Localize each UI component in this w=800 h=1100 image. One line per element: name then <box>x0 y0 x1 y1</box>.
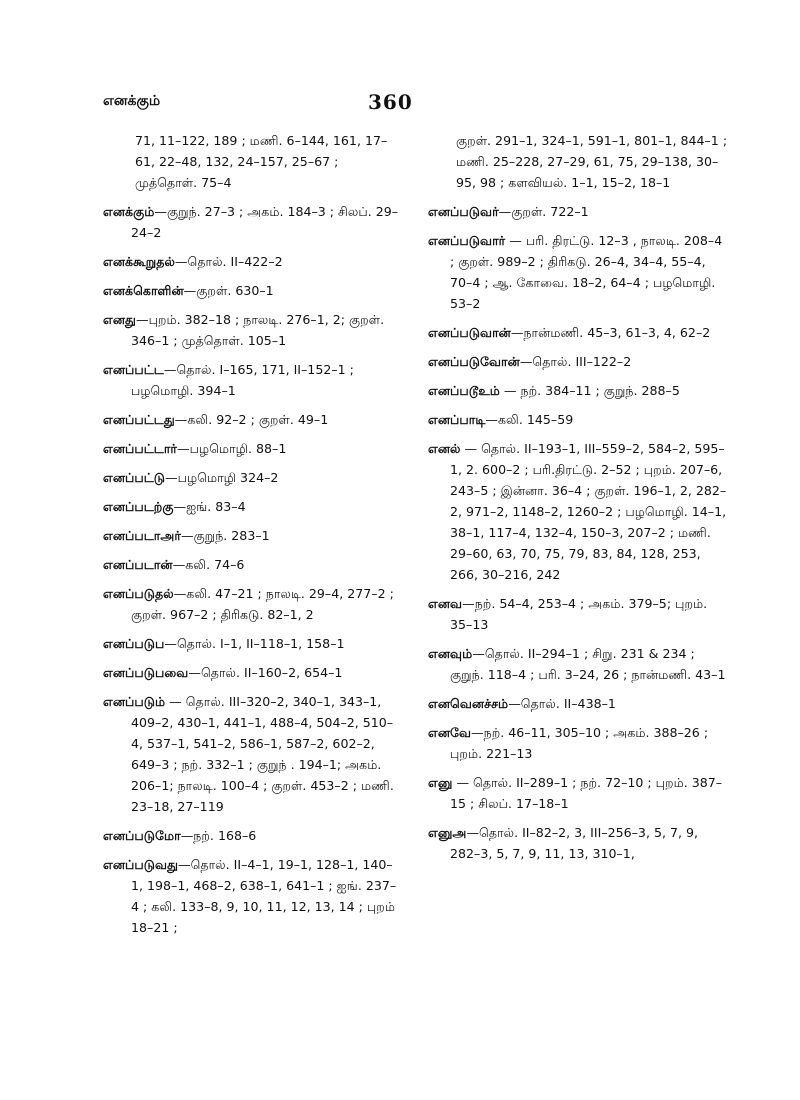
index-entry <box>103 438 399 459</box>
entry-headword: எனப்படூஉம் <box>428 383 500 398</box>
entry-references: —தொல். II–4–1, 19–1, 128–1, 140–1, 198–1, 468–2, 638–1, 641–1 ; ஐங். 237–4 ; கலி. 133–8, 9, 10, 11, 12, 13, 14 ; புறம் 18–21 ; <box>131 857 397 935</box>
entry-references: —குறுந். 27–3 ; அகம். 184–3 ; சிலப். 29–24–2 <box>131 204 399 240</box>
index-entry <box>103 309 399 351</box>
entry-headword: எனு <box>428 775 453 790</box>
entry-headword: எனவ <box>428 596 463 611</box>
entry-references: —குறுந். 283–1 <box>180 528 270 543</box>
entry-references: —கலி. 92–2 ; குறள். 49–1 <box>174 412 329 427</box>
entry-headword: எனப்படுவான் <box>428 325 511 340</box>
index-entry-continuation: 71, 11–122, 189 ; மணி. 6–144, 161, 17–61, 22–48, 132, 24–157, 25–67 ; முத்தொள். 75–4 <box>135 133 388 190</box>
entry-headword: எனக்கும் <box>103 204 155 219</box>
entry-headword: எனப்படும் <box>103 694 166 709</box>
entry-headword: எனுஅ <box>428 825 467 840</box>
entry-references: —தொல். II–438–1 <box>508 696 616 711</box>
entry-headword: எனப்படாஅர் <box>103 528 181 543</box>
index-entry <box>428 593 728 635</box>
entry-headword: எனவும் <box>428 646 473 661</box>
entry-references: —புறம். 382–18 ; நாலடி. 276–1, 2; குறள். 346–1 ; முத்தொள். 105–1 <box>131 312 385 348</box>
entry-headword: எனப்படுவது <box>103 857 178 872</box>
entry-references: —கலி. 74–6 <box>172 557 245 572</box>
entry-headword: எனக்கூறுதல் <box>103 254 175 269</box>
entry-headword: எனப்பாடி <box>428 412 486 427</box>
entry-references: — தொல். II–289–1 ; நற். 72–10 ; புறம். 387–15 ; சிலப். 17–18–1 <box>450 775 723 811</box>
entry-headword: எனப்படுவர் <box>428 204 499 219</box>
index-entry <box>428 822 728 864</box>
entry-references: — தொல். II–193–1, III–559–2, 584–2, 595–1, 2. 600–2 ; பரி.திரட்டு. 2–52 ; புறம். 207–6, 243–5 ; இன்னா. 36–4 ; குறள். 196–1, 2, 282–2, 971–2, 1148–2, 1260–2 ; பழமொழி. 14–1, 38–1, 117–4, 132–4, 150–3, 207–2 ; மணி. 29–60, 63, 70, 75, 79, 83, 84, 128, 253, 266, 30–216, 242 <box>450 441 727 582</box>
index-entry <box>103 554 399 575</box>
index-entry-continuation: குறள். 291–1, 324–1, 591–1, 801–1, 844–1 ; மணி. 25–228, 27–29, 61, 75, 29–138, 30–95, 98 ; களவியல். 1–1, 15–2, 18–1 <box>456 133 728 190</box>
entry-headword: எனல் <box>428 441 461 456</box>
page-number: 360 <box>368 90 413 114</box>
running-header-word: எனக்கும் <box>103 93 161 109</box>
index-entry <box>103 280 399 301</box>
index-entry <box>103 467 399 488</box>
index-entry <box>103 359 399 401</box>
index-entry <box>103 525 399 546</box>
index-entry <box>103 583 399 625</box>
entry-references: —தொல். II–422–2 <box>174 254 283 269</box>
index-entry <box>428 380 728 401</box>
entry-headword: எனப்படுபவை <box>103 665 189 680</box>
entry-references: —தொல். II–294–1 ; சிறு. 231 & 234 ; குறுந். 118–4 ; பரி. 3–24, 26 ; நான்மணி. 43–1 <box>450 646 726 682</box>
index-entry <box>428 409 728 430</box>
index-entry <box>428 722 728 764</box>
entry-headword: எனப்பட்ட <box>103 362 164 377</box>
entry-headword: எனப்படுதல் <box>103 586 174 601</box>
entry-headword: எனப்படற்கு <box>103 499 174 514</box>
entry-references: —பழமொழி. 88–1 <box>177 441 287 456</box>
entry-references: —நற். 46–11, 305–10 ; அகம். 388–26 ; புறம். 221–13 <box>450 725 709 761</box>
index-entry <box>103 251 399 272</box>
entry-references: — தொல். III–320–2, 340–1, 343–1, 409–2, 430–1, 441–1, 488–4, 504–2, 510–4, 537–1, 541–2, 586–1, 587–2, 602–2, 649–3 ; நற். 332–1 ; குறுந் . 194–1; அகம். 206–1; நாலடி. 100–4 ; குறள். 453–2 ; மணி. 23–18, 27–119 <box>131 694 394 814</box>
entry-references: —நான்மணி. 45–3, 61–3, 4, 62–2 <box>510 325 711 340</box>
entry-references: —பழமொழி 324–2 <box>165 470 279 485</box>
index-entry <box>428 643 728 685</box>
index-entry <box>428 693 728 714</box>
entry-references: —தொல். I–1, II–118–1, 158–1 <box>164 636 345 651</box>
entry-references: — நற். 384–11 ; குறுந். 288–5 <box>499 383 680 398</box>
entry-headword: எனப்படுப <box>103 636 165 651</box>
entry-headword: எனப்பட்டு <box>103 470 166 485</box>
entry-headword: எனப்படான் <box>103 557 173 572</box>
entry-references: —குறள். 630–1 <box>183 283 274 298</box>
index-entry <box>103 691 399 817</box>
entry-references: —தொல். II–82–2, 3, III–256–3, 5, 7, 9, 282–3, 5, 7, 9, 11, 13, 310–1, <box>450 825 699 861</box>
index-entry <box>428 351 728 372</box>
index-entry <box>103 825 399 846</box>
entry-headword: எனப்பட்டது <box>103 412 175 427</box>
entry-headword: எனப்படுவோன் <box>428 354 520 369</box>
entry-headword: எனப்பட்டார் <box>103 441 177 456</box>
index-entry <box>103 662 399 683</box>
entry-headword: எனக்கொளின் <box>103 283 184 298</box>
entry-references: —கலி. 145–59 <box>485 412 574 427</box>
entry-references: —நற். 168–6 <box>180 828 257 843</box>
entry-headword: எனவே <box>428 725 472 740</box>
entry-references: —நற். 54–4, 253–4 ; அகம். 379–5; புறம். 35–13 <box>450 596 708 632</box>
entry-headword: எனவெனச்சம் <box>428 696 509 711</box>
entry-references: —தொல். III–122–2 <box>519 354 632 369</box>
index-entry <box>428 438 728 585</box>
index-entry <box>428 201 728 222</box>
index-entry <box>428 230 728 314</box>
entry-references: —ஐங். 83–4 <box>173 499 246 514</box>
entry-references: —தொல். I–165, 171, II–152–1 ; பழமொழி. 394–1 <box>131 362 354 398</box>
entry-references: —கலி. 47–21 ; நாலடி. 29–4, 277–2 ; குறள். 967–2 ; திரிகடு. 82–1, 2 <box>131 586 394 622</box>
entry-headword: எனப்படுமோ <box>103 828 181 843</box>
index-entry <box>103 496 399 517</box>
entry-references: —குறள். 722–1 <box>498 204 589 219</box>
index-column-left <box>103 130 399 946</box>
index-entry <box>103 854 399 938</box>
entry-references: — பரி. திரட்டு. 12–3 , நாலடி. 208–4 ; குறள். 989–2 ; திரிகடு. 26–4, 34–4, 55–4, 70–4 ; ஆ. கோவை. 18–2, 64–4 ; பழமொழி. 53–2 <box>450 233 723 311</box>
entry-references: —தொல். II–160–2, 654–1 <box>188 665 343 680</box>
index-entry <box>428 322 728 343</box>
entry-headword: எனது <box>103 312 136 327</box>
index-entry <box>103 409 399 430</box>
index-entry <box>103 633 399 654</box>
index-entry <box>103 201 399 243</box>
entry-headword: எனப்படுவார் <box>428 233 506 248</box>
index-entry <box>428 772 728 814</box>
index-column-right <box>428 130 728 872</box>
